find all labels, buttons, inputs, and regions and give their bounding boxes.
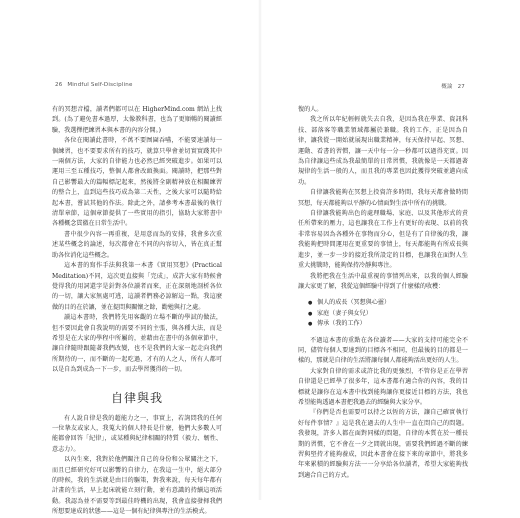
list-item: ● 家庭（妻子與女兒） [308, 309, 468, 319]
section-title: 自律與我 [110, 390, 163, 405]
section-paragraph-2: 以內生來，我對於他們關注自己的身份和公眾關注之下，而且已經研究好可以影響的自律力，在我這一生中，絕大部分的時候，我的生活就是由目的驅策，對我來說，每天每年都有計畫的生活，早上起床就能立刻行動，並有意識的持續這項活動。我認為並不需要等到最佳時機的出現，我會直接發揮我們所想要達成的狀態——這是一個有紀律與專注的生活模式。 [52, 456, 222, 516]
left-paragraph-2: 各位在閱讀此書時，不萬不要囫圇吞嚥，不能要速讀每一個練習，也不要要求所有的技巧，就算只學會並切實實踐其中一兩個方法，大家的自律能力也必然已經突破進步。如果可以運用三至五種技巧，整個人都會改頭換面。閱讀時，把那些對自己影響最大的篇幅標記起來，然後將全副精神放在相關練習的整合上，直到這些技巧成為第二天性，之後大家可以隨時給起本書，嘗試其他的作法。除此之外，請參考本書最後的執行清單章節，這個章節提供了一些實用的指引，協助大家將書中各種概念貫徹在日常生活中。 [52, 137, 222, 228]
right-page-number: 27 [457, 84, 465, 90]
bullet-icon: ● [308, 310, 313, 317]
left-paragraph-1: 有的冥想音檔，讀者們都可以在 HigherMind.com 網站上找到。(為了避免書本過厚，太像教科書，也為了更順暢的閱讀經驗，我選擇把練習本與本書的內容分開。) [52, 106, 222, 134]
right-paragraph-2: 我之所以年紀輕輕就失去自我，是因為我在學業、資訊科技、部落客等職業領域都屬於兼職。我的工作，正是因為自律，讓我從一開始就展現出職業精神，每天保持早起、冥想、運動、看書的習慣，讓一天中每一分一秒都可以過得充實。因為自律讓這些成為我最簡單的日常習慣，我就像是一天都過著規律的生活一般的人，而且我的專業也因此獲得突破並邁向成功。 [298, 116, 468, 186]
left-page-number: 26 [55, 82, 63, 88]
left-paragraph-4: 這本書的寫作手法與我第一本書《實用冥想》(Practical Meditation)不同，這次更直接與「完成」，成許大家有時候會覺得我的用詞還字是針對各位讀者而來，正在深刻地剖析各位的一切，讓大家無處可逃，這讀者們務必諒解這一點，我這麼做的目的在於讓，並在提問與關懷之餘，勸勉與打之處。 [52, 262, 222, 311]
right-paragraph-1: 復的人。 [298, 106, 323, 113]
left-paragraph-5: 讀這本書時，我們將先用客觀的立場不斷的學試的做法，但不要因此會自我說明的需要不同的主張，與各種大法，而是希望是在大家的學程中所屬的，並藉由在書中的各個章節中，讓自律隨時跟隨著我們改變，也不是我們的大家一起走向我們所期待的一，而不斷的一起吃過，才有的人之人，所有人都可以是自為到成為一下一步，而去學習獲得的一切。 [52, 314, 222, 374]
left-page [0, 0, 260, 516]
left-running-head [52, 82, 133, 88]
bullet-icon: ● [308, 321, 313, 328]
right-running-head [441, 82, 468, 90]
right-paragraph-4: 自律讓我能夠出色的處理職場、家庭、以及其他形式的責任所帶來的壓力，這也讓我在工作上有更好的表現、以前的我非常容易因為各種外在事物而分心，但是有了自律後的我，讓我能夠把時間運用在更重要的事情上，每天都能夠有所成長與進步，並一步一步的接近我所設定的目標，也讓我在面對人生重大挑戰時，能夠保持冷靜與專注。 [298, 210, 468, 270]
right-paragraph-3: 自律讓我能夠在冥想上投資許多時間，我每天都會做時間冥想，每天都能夠以平靜的心情面對生活中所有的挑戰。 [298, 189, 468, 207]
right-running-title: 概論 [441, 84, 453, 90]
list-item: ● 傳承（我的工作） [308, 319, 468, 329]
right-paragraph-5: 我將把我在生活中最重視的事情列出來，以我的個人經驗讓大家更了解，我從這個經驗中得到了什麼樣的收穫： [298, 272, 468, 290]
right-after-paragraph-1: 不過這本書的重點在各位讀者——大家的支持可能完全不同，儘管每個人要達到的目標各不相同，但最後的目的都是一樣的，那就是自律的生活將讓每個人都能夠活出更好的人生。 [298, 336, 468, 365]
section-paragraph-1: 有人說自律是我的超能力之一，事實上，若詢問我的任何一位摯友或家人，我蒐大的個人特長是什麼，他們大多數人可能都會回答「紀律」，或某種與紀律相關的特質（毅力、韌性、意志力）。 [52, 414, 222, 453]
right-page [260, 0, 520, 500]
priority-list [308, 298, 468, 329]
bullet-icon: ● [308, 300, 313, 307]
left-body-text [52, 105, 222, 518]
right-after-paragraph-3: 『你們是否也需要可以持之以恆的方法，讓自己確實執行好每件事情？』這是我在過去的人生中一直在問自己的問題。我發現，許多人都在面對同樣的問題，自律的本質在於一種長期的習慣，它不會在一夕之間就出現，需要我們經過不斷的練習與堅持才能夠養成，因此本書會在接下來的章節中，將我多年來累積的經驗與方法一一分享給各位讀者，希望大家能夠找到適合自己的方式。 [298, 409, 468, 479]
list-item: ● 個人的成長（冥想與心靈） [308, 298, 468, 308]
left-paragraph-3: 書中很少內容一再重複，是用意而為的安排，我會多次重述某些概念的論述，每次都會在不同的內容切入，皆在真正幫助各位消化這些概念。 [52, 230, 222, 259]
right-body-text [298, 105, 468, 481]
right-after-paragraph-2: 大家對自律的需求或許比我的更強烈，不管你是正在學習自律還是已經學了很多年，這本書都有適合你的內容，我的目標就是讓你在這本書中找到能夠讓你更接近目標的方法，我也希望能夠透過本書把我過去的經驗與大家分享。 [298, 367, 468, 406]
left-running-title: Mindful Self-Discipline [67, 82, 133, 88]
